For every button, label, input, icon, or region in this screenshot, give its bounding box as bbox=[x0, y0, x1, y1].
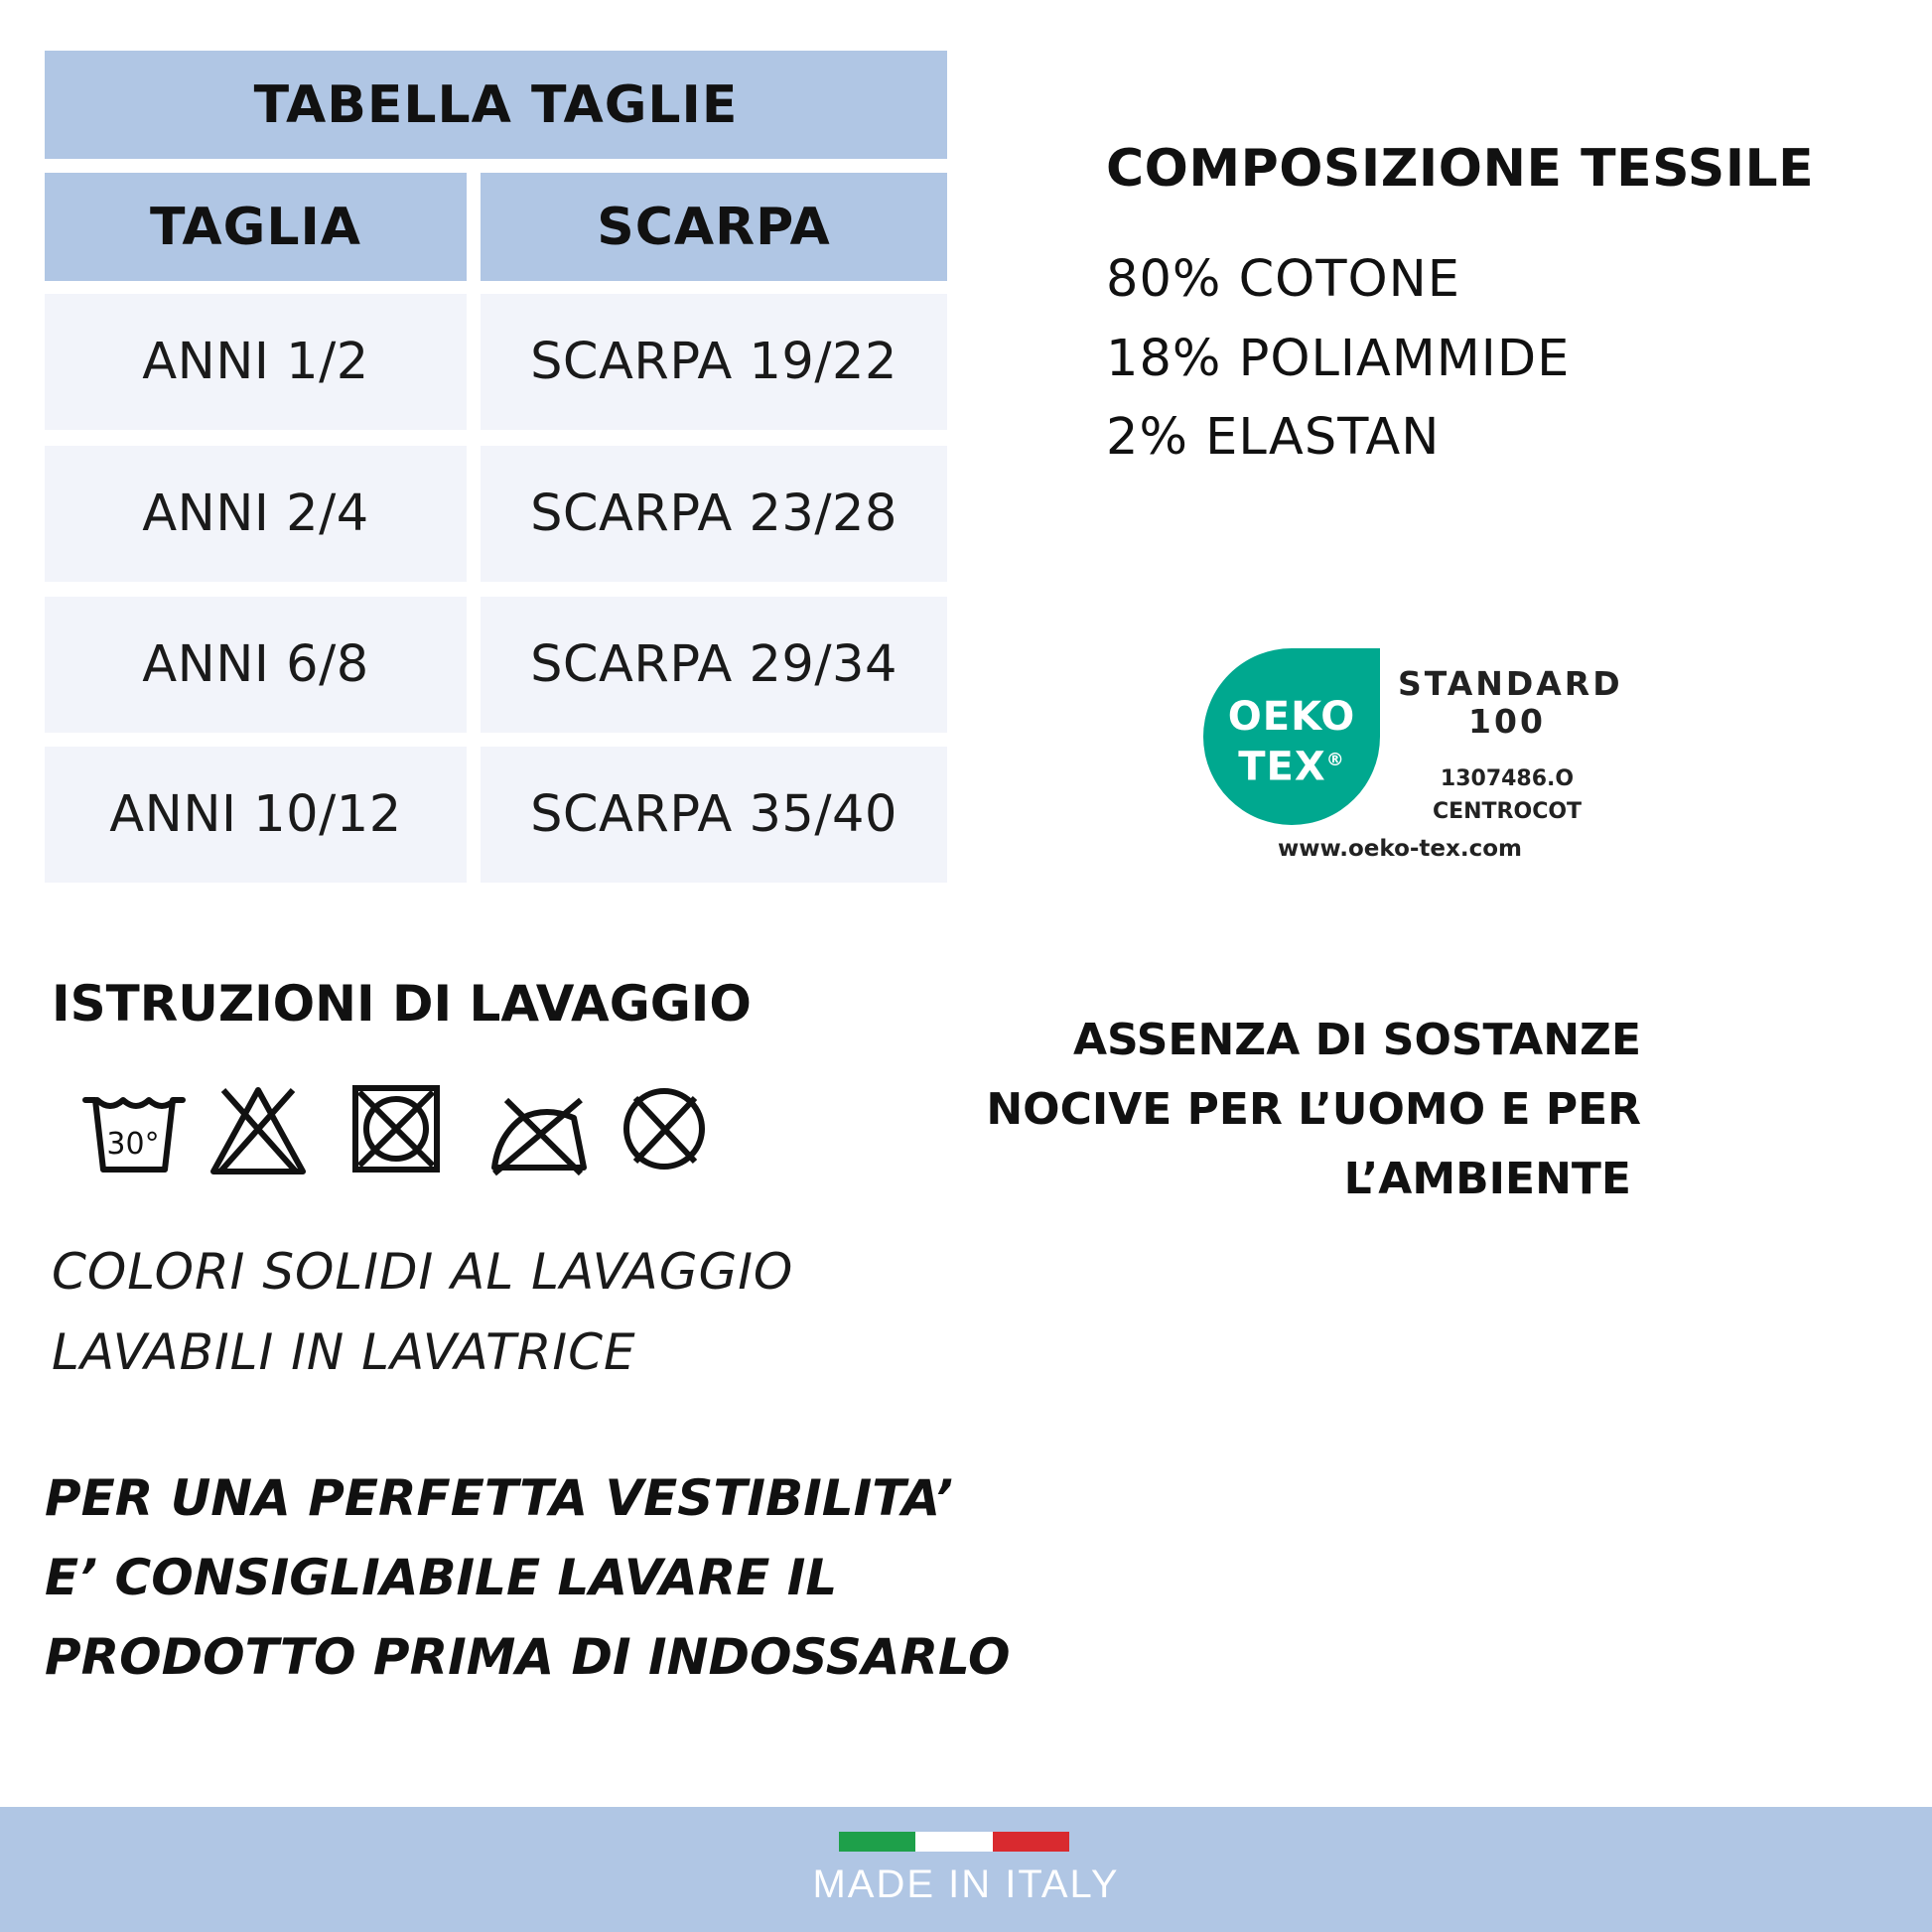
shoe-cell: SCARPA 35/40 bbox=[481, 747, 947, 883]
harmful-free-line: NOCIVE PER L’UOMO E PER bbox=[986, 1084, 1641, 1135]
oeko-tex-logo-text bbox=[1203, 695, 1380, 788]
composition-item: 2% ELASTAN bbox=[1106, 408, 1441, 467]
washing-symbols bbox=[79, 1082, 715, 1191]
composition-item: 18% POLIAMMIDE bbox=[1106, 330, 1571, 388]
no-bleach-icon bbox=[213, 1090, 303, 1172]
harmful-free-line: L’AMBIENTE bbox=[1343, 1154, 1631, 1204]
washing-title: ISTRUZIONI DI LAVAGGIO bbox=[52, 975, 752, 1033]
oeko-cert-number: 1307486.O bbox=[1440, 766, 1575, 791]
registered-mark: ® bbox=[1325, 750, 1345, 770]
oeko-standard-number: 100 bbox=[1468, 702, 1546, 741]
oeko-certificate bbox=[1398, 762, 1616, 828]
washing-note: COLORI SOLIDI AL LAVAGGIO bbox=[52, 1243, 794, 1301]
size-table-title: TABELLA TAGLIE bbox=[45, 51, 947, 159]
oeko-institute: CENTROCOT bbox=[1432, 799, 1583, 824]
italian-flag-icon bbox=[839, 1832, 1069, 1852]
washing-note: LAVABILI IN LAVATRICE bbox=[52, 1323, 636, 1381]
no-tumble-dry-icon bbox=[355, 1088, 437, 1170]
shoe-cell: SCARPA 29/34 bbox=[481, 597, 947, 733]
no-dry-clean-icon bbox=[626, 1091, 702, 1167]
oeko-standard bbox=[1398, 664, 1623, 741]
oeko-url: www.oeko-tex.com bbox=[1277, 836, 1522, 862]
harmful-free-line: ASSENZA DI SOSTANZE bbox=[1072, 1015, 1641, 1065]
size-cell: ANNI 2/4 bbox=[45, 446, 467, 582]
fit-advice-line: PER UNA PERFETTA VESTIBILITA’ bbox=[45, 1469, 953, 1527]
shoe-cell: SCARPA 23/28 bbox=[481, 446, 947, 582]
composition-title: COMPOSIZIONE TESSILE bbox=[1106, 139, 1815, 199]
made-in-italy: MADE IN ITALY bbox=[812, 1863, 1120, 1906]
fit-advice-line: E’ CONSIGLIABILE LAVARE IL bbox=[45, 1549, 838, 1606]
oeko-logo-line2: TEX bbox=[1238, 744, 1326, 790]
shoe-cell: SCARPA 19/22 bbox=[481, 294, 947, 430]
size-cell: ANNI 10/12 bbox=[45, 747, 467, 883]
fit-advice-line: PRODOTTO PRIMA DI INDOSSARLO bbox=[45, 1628, 1011, 1686]
no-iron-icon bbox=[494, 1100, 584, 1173]
composition-item: 80% COTONE bbox=[1106, 250, 1460, 309]
oeko-logo-line1: OEKO bbox=[1227, 694, 1356, 740]
header-taglia: TAGLIA bbox=[45, 173, 467, 281]
size-cell: ANNI 6/8 bbox=[45, 597, 467, 733]
wash-30-icon bbox=[85, 1100, 183, 1170]
header-scarpa: SCARPA bbox=[481, 173, 947, 281]
wash-temperature: 30° bbox=[106, 1127, 160, 1162]
oeko-standard-label: STANDARD bbox=[1398, 664, 1623, 703]
size-cell: ANNI 1/2 bbox=[45, 294, 467, 430]
